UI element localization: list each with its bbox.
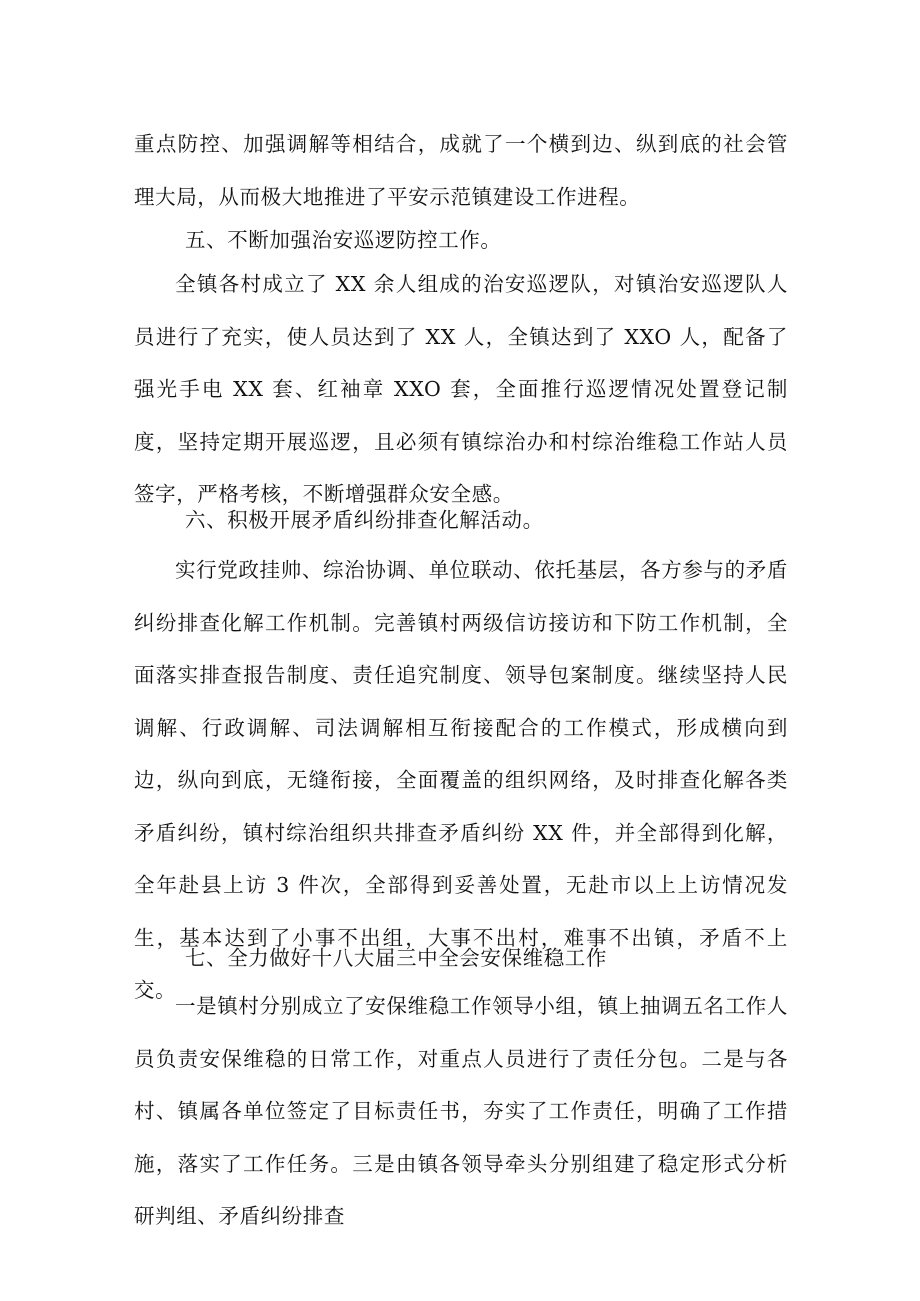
paragraph-security: 一是镇村分别成立了安保维稳工作领导小组，镇上抽调五名工作人员负责安保维稳的日常工作，对重点人员进行了责任分包。二是与各村、镇属各单位签定了目标责任书，夯实了工作责任，明确了工作措施，落实了工作任务。三是由镇各领导牵头分别组建了稳定形式分析研判组、矛盾纠纷排查 <box>134 994 788 1228</box>
section-heading-7: 七、全力做好十八大届三中全会安保维稳工作 <box>185 946 607 970</box>
paragraph-continuation: 重点防控、加强调解等相结合，成就了一个横到边、纵到底的社会管理大局，从而极大地推进了平安示范镇建设工作进程。 <box>134 132 788 209</box>
paragraph-patrol: 全镇各村成立了 XX 余人组成的治安巡逻队，对镇治安巡逻队人员进行了充实，使人员达到了 XX 人，全镇达到了 XXO 人，配备了强光手电 XX 套、红袖章 XXO 套，全面推行巡逻情况处置登记制度，坚持定期开展巡逻，且必须有镇综治办和村综治维稳工作站人员签字，严格考核，不断增强群众安全感。 <box>134 272 788 506</box>
section-heading-6: 六、积极开展矛盾纠纷排查化解活动。 <box>185 508 544 532</box>
paragraph-disputes: 实行党政挂帅、综治协调、单位联动、依托基层，各方参与的矛盾纠纷排查化解工作机制。完善镇村两级信访接访和下防工作机制，全面落实排查报告制度、责任追究制度、领导包案制度。继续坚持人民调解、行政调解、司法调解相互衔接配合的工作模式，形成横向到边，纵向到底，无缝衔接，全面覆盖的组织网络，及时排查化解各类矛盾纠纷，镇村综治组织共排查矛盾纠纷 XX 件，并全部得到化解，全年赴县上访 3 件次，全部得到妥善处置，无赴市以上上访情况发生，基本达到了小事不出组，大事不出村，难事不出镇，矛盾不上交。 <box>134 558 788 1002</box>
section-heading-5: 五、不断加强治安巡逻防控工作。 <box>185 228 502 252</box>
